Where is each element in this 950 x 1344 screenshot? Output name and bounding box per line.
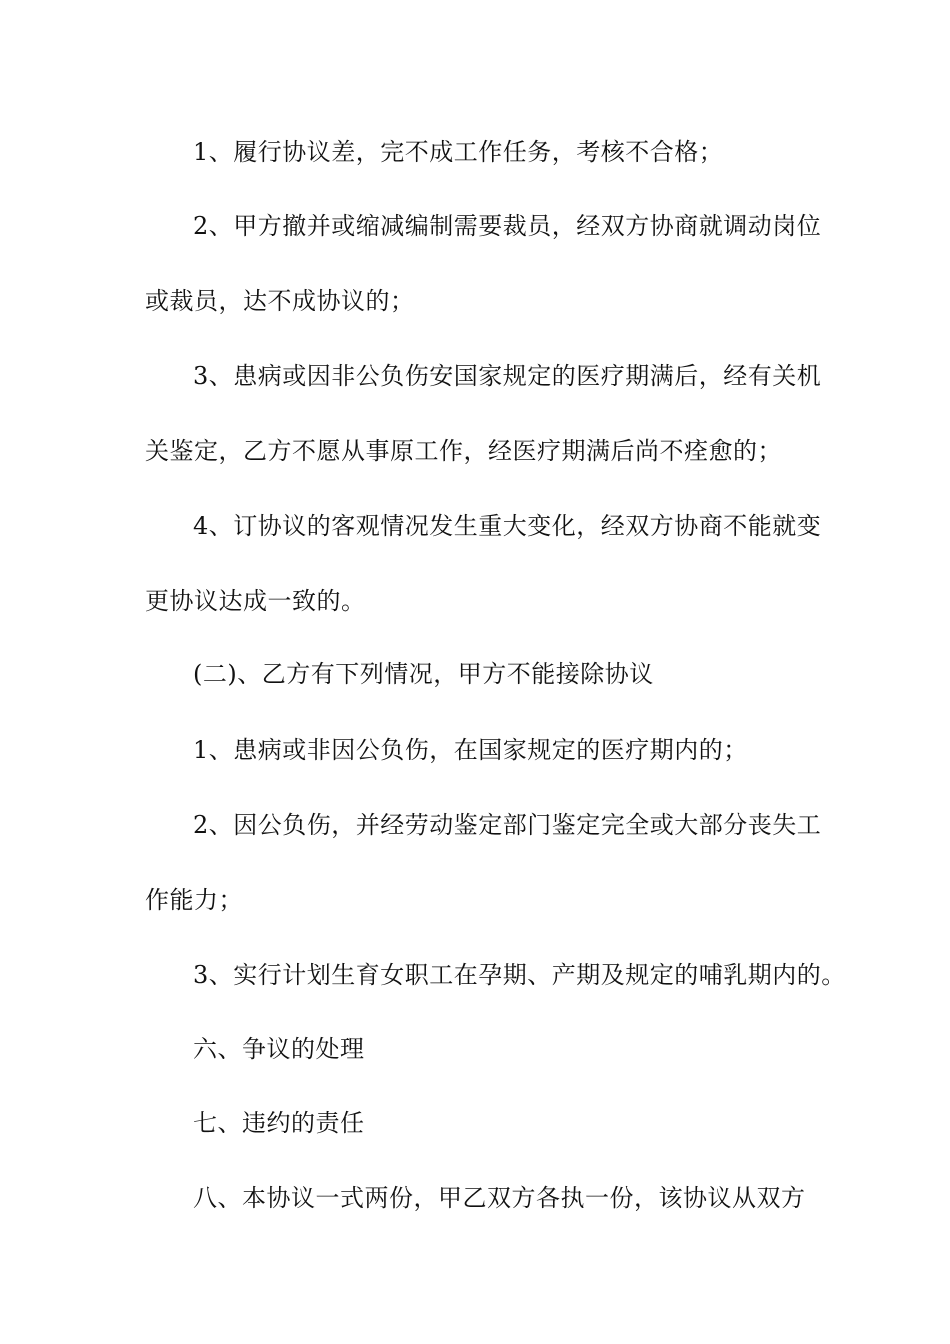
protection-1-illness: 1、患病或非因公负伤，在国家规定的医疗期内的； [193, 736, 748, 764]
clause-1-fail-assessment: 1、履行协议差，完不成工作任务，考核不合格； [193, 138, 724, 166]
clause-4-continuation: 更协议达成一致的。 [145, 587, 366, 615]
clause-2-continuation: 或裁员，达不成协议的； [145, 287, 415, 315]
protection-3-maternity: 3、实行计划生育女职工在孕期、产期及规定的哺乳期内的。 [193, 961, 846, 989]
clause-4-change-of-circumstances: 4、订协议的客观情况发生重大变化，经双方协商不能就变 [193, 512, 822, 540]
clause-3-continuation: 关鉴定，乙方不愿从事原工作，经医疗期满后尚不痊愈的； [145, 437, 782, 465]
section-2-heading: (二)、乙方有下列情况，甲方不能接除协议 [193, 660, 654, 688]
protection-2-continuation: 作能力； [145, 886, 243, 914]
protection-2-work-injury: 2、因公负伤，并经劳动鉴定部门鉴定完全或大部分丧失工 [193, 811, 822, 839]
clause-2-layoff: 2、甲方撤并或缩减编制需要裁员，经双方协商就调动岗位 [193, 212, 822, 240]
section-6-heading: 六、争议的处理 [193, 1035, 365, 1063]
section-7-heading: 七、违约的责任 [193, 1109, 365, 1137]
section-8-copies: 八、本协议一式两份，甲乙双方各执一份，该协议从双方 [193, 1184, 806, 1212]
clause-3-illness: 3、患病或因非公负伤安国家规定的医疗期满后，经有关机 [193, 362, 822, 390]
